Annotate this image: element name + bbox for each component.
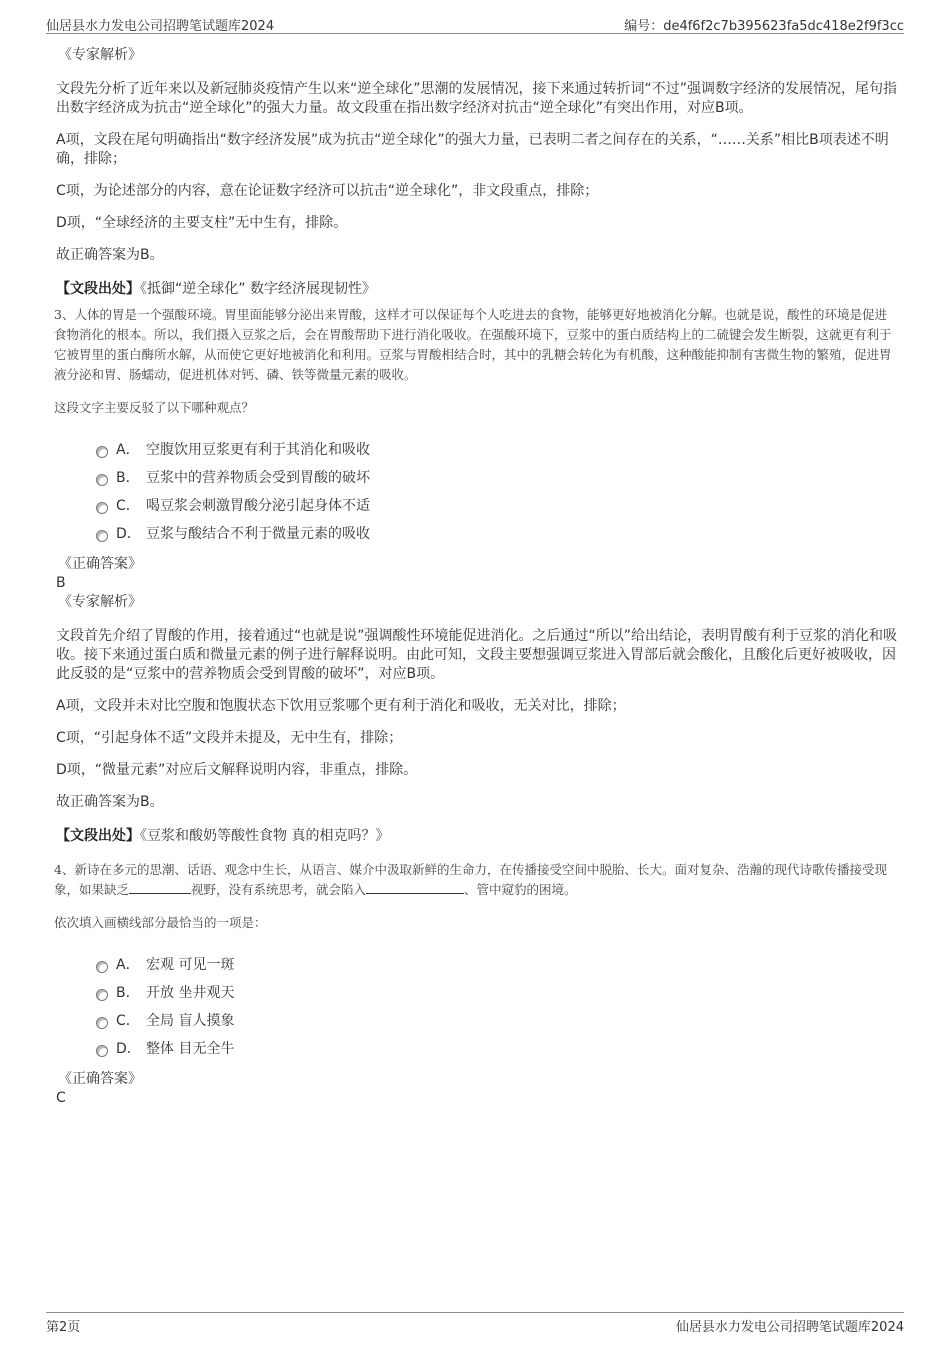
radio-icon[interactable] xyxy=(96,961,108,973)
radio-icon[interactable] xyxy=(96,446,108,458)
option-c-note: C项，“引起身体不适”文段并未提及，无中生有，排除； xyxy=(56,730,403,746)
correct-answer: B xyxy=(56,575,66,591)
stem-part-3: 、管中窥豹的困境。 xyxy=(464,882,577,897)
option-text: 整体 目无全牛 xyxy=(146,1041,235,1057)
question-4-prompt: 依次填入画横线部分最恰当的一项是： xyxy=(54,915,267,930)
page-header xyxy=(46,14,904,34)
correct-answer: C xyxy=(56,1090,66,1106)
stem-part-2: 视野，没有系统思考，就会陷入 xyxy=(191,882,367,897)
option-letter: C． xyxy=(116,498,140,514)
radio-icon[interactable] xyxy=(96,1045,108,1057)
option-letter: A． xyxy=(116,442,140,458)
question-4-options xyxy=(96,951,898,1063)
analysis-text: 文段首先介绍了胃酸的作用，接着通过“也就是说”强调酸性环境能促进消化。之后通过“所以”给出结论，表明胃酸有利于豆浆的消化和吸收。接下来通过蛋白质和微量元素的例子进行解释说明。由此可知，文段主要想强调豆浆进入胃部后就会酸化，且酸化后更好被吸收，因此反驳的是“豆浆中的营养物质会受到胃酸的破坏”，对应B项。 xyxy=(56,628,898,682)
conclusion: 故正确答案为B。 xyxy=(56,794,164,810)
stem-part-1: 4、新诗在多元的思潮、话语、观念中生长，从语言、媒介中汲取新鲜的生命力，在传播接受空间中脱胎、长大。面对复杂、浩瀚的现代诗歌传播接受现象，如果缺乏 xyxy=(54,862,887,897)
option-d-note: D项，“微量元素”对应后文解释说明内容，非重点，排除。 xyxy=(56,762,418,778)
source-title: 《豆浆和酸奶等酸性食物 真的相克吗？》 xyxy=(140,828,390,844)
correct-answer-title: 《正确答案》 xyxy=(58,1071,142,1087)
option-c[interactable] xyxy=(96,492,898,520)
source-label: 【文段出处】 xyxy=(56,828,140,844)
option-text: 喝豆浆会刺激胃酸分泌引起身体不适 xyxy=(146,498,370,514)
header-title: 仙居县水力发电公司招聘笔试题库2024 xyxy=(46,19,275,34)
question-3-stem: 3、人体的胃是一个强酸环境。胃里面能够分泌出来胃酸，这样才可以保证每个人吃进去的食物，能够更好地被消化分解。也就是说，酸性的环境是促进食物消化的根本。所以，我们摄入豆浆之后，会在胃酸帮助下进行消化吸收。在强酸环境下，豆浆中的蛋白质结构上的二硫键会发生断裂，这就更有利于它被胃里的蛋白酶所水解，从而使它更好地被消化和利用。豆浆与胃酸相结合时，其中的乳糖会转化为有机酸，这种酸能抑制有害微生物的繁殖，促进胃液分泌和胃、肠蠕动，促进机体对钙、磷、铁等微量元素的吸收。 xyxy=(54,307,892,382)
blank-2 xyxy=(366,881,464,894)
option-letter: D． xyxy=(116,1041,141,1057)
analysis-text: 文段先分析了近年来以及新冠肺炎疫情产生以来“逆全球化”思潮的发展情况，接下来通过转折词“不过”强调数字经济的发展情况，尾句指出数字经济成为抗击“逆全球化”的强大力量。故文段重在指出数字经济对抗击“逆全球化”有突出作用，对应B项。 xyxy=(56,81,898,116)
expert-analysis-title: 《专家解析》 xyxy=(58,47,142,63)
option-a[interactable] xyxy=(96,436,898,464)
option-letter: C． xyxy=(116,1013,140,1029)
option-d[interactable] xyxy=(96,520,898,548)
radio-icon[interactable] xyxy=(96,1017,108,1029)
option-a-note: A项，文段并未对比空腹和饱腹状态下饮用豆浆哪个更有利于消化和吸收，无关对比，排除； xyxy=(56,698,626,714)
option-letter: B． xyxy=(116,470,140,486)
option-d[interactable] xyxy=(96,1035,898,1063)
option-text: 开放 坐井观天 xyxy=(146,985,235,1001)
option-c-note: C项，为论述部分的内容，意在论证数字经济可以抗击“逆全球化”，非文段重点，排除； xyxy=(56,183,599,199)
option-letter: A． xyxy=(116,957,140,973)
radio-icon[interactable] xyxy=(96,474,108,486)
question-3-prompt: 这段文字主要反驳了以下哪种观点？ xyxy=(54,400,255,415)
question-4-stem xyxy=(54,860,898,900)
radio-icon[interactable] xyxy=(96,530,108,542)
source-label: 【文段出处】 xyxy=(56,281,140,297)
conclusion: 故正确答案为B。 xyxy=(56,247,164,263)
option-text: 豆浆中的营养物质会受到胃酸的破坏 xyxy=(146,470,370,486)
question-3-options xyxy=(96,436,898,548)
option-text: 全局 盲人摸象 xyxy=(146,1013,235,1029)
page-content xyxy=(56,46,898,1108)
header-code: 编号：de4f6f2c7b395623fa5dc418e2f9f3cc xyxy=(624,19,904,34)
option-text: 豆浆与酸结合不利于微量元素的吸收 xyxy=(146,526,370,542)
radio-icon[interactable] xyxy=(96,502,108,514)
option-text: 空腹饮用豆浆更有利于其消化和吸收 xyxy=(146,442,370,458)
correct-answer-title: 《正确答案》 xyxy=(58,556,142,572)
option-a-note: A项，文段在尾句明确指出“数字经济发展”成为抗击“逆全球化”的强大力量，已表明二者之间存在的关系，“……关系”相比B项表述不明确，排除； xyxy=(56,132,889,167)
source-title: 《抵御“逆全球化” 数字经济展现韧性》 xyxy=(140,281,376,297)
option-b[interactable] xyxy=(96,464,898,492)
source-line xyxy=(56,827,898,846)
option-d-note: D项，“全球经济的主要支柱”无中生有，排除。 xyxy=(56,215,348,231)
footer-title: 仙居县水力发电公司招聘笔试题库2024 xyxy=(675,1320,904,1335)
option-text: 宏观 可见一斑 xyxy=(146,957,235,973)
option-letter: D． xyxy=(116,526,141,542)
footer-page-number: 第2页 xyxy=(46,1320,81,1335)
option-c[interactable] xyxy=(96,1007,898,1035)
expert-analysis-title: 《专家解析》 xyxy=(58,594,142,610)
option-a[interactable] xyxy=(96,951,898,979)
source-line xyxy=(56,280,898,299)
page-footer xyxy=(46,1312,904,1334)
radio-icon[interactable] xyxy=(96,989,108,1001)
blank-1 xyxy=(129,881,191,894)
option-letter: B． xyxy=(116,985,140,1001)
option-b[interactable] xyxy=(96,979,898,1007)
